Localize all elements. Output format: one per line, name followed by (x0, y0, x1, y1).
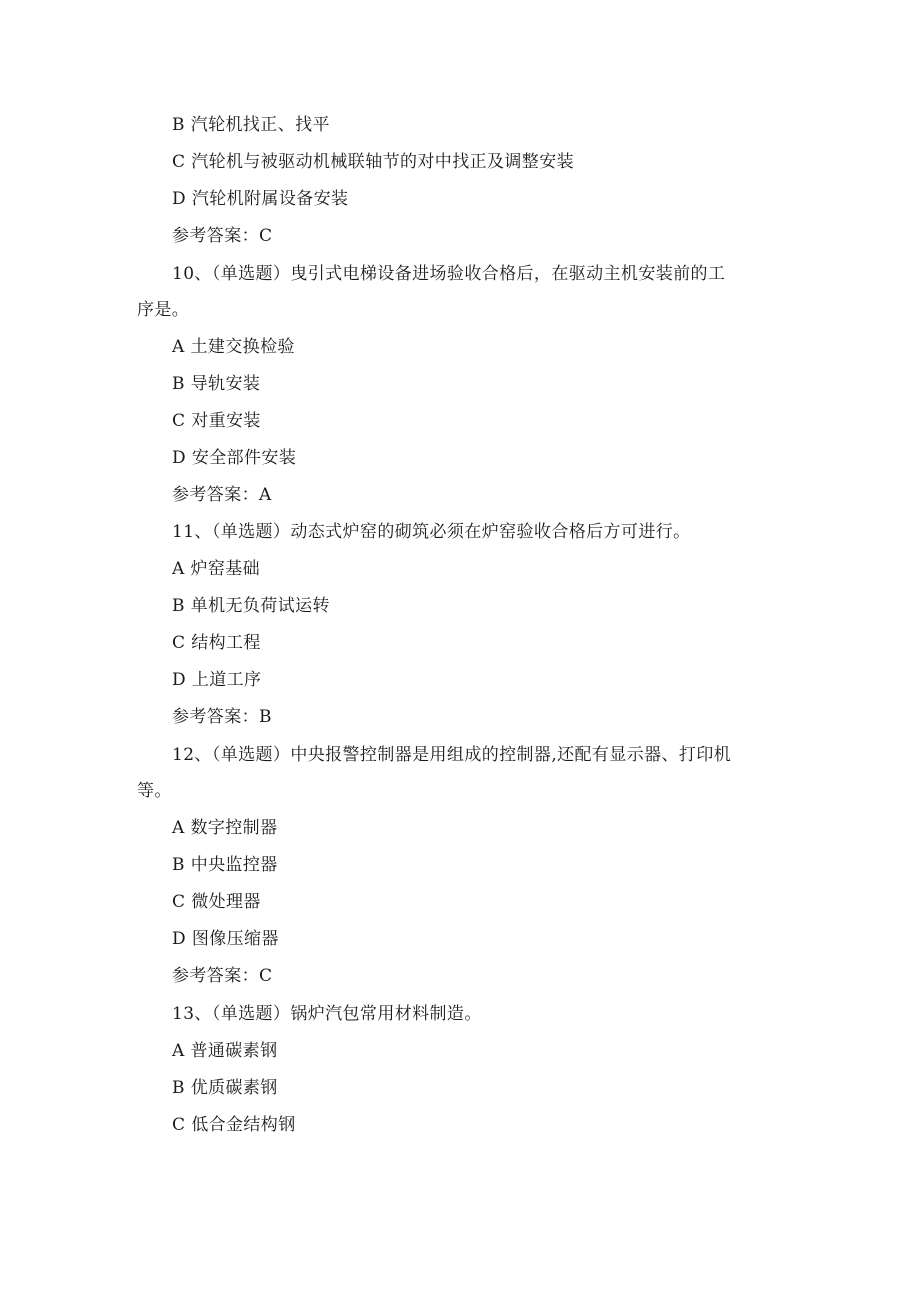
option-a: A 普通碳素钢 (172, 1041, 278, 1061)
answer: 参考答案：A (172, 485, 272, 505)
answer: 参考答案：C (172, 966, 273, 986)
option-b: B 汽轮机找正、找平 (172, 115, 330, 135)
option-d: D 汽轮机附属设备安装 (172, 189, 349, 209)
question-stem: 12、（单选题）中央报警控制器是用组成的控制器,还配有显示器、打印机 (172, 745, 732, 765)
option-b: B 优质碳素钢 (172, 1078, 278, 1098)
option-a: A 土建交换检验 (172, 337, 295, 357)
option-c: C 对重安装 (172, 411, 261, 431)
option-a: A 数字控制器 (172, 818, 278, 838)
option-b: B 中央监控器 (172, 855, 278, 875)
option-b: B 单机无负荷试运转 (172, 596, 330, 616)
option-d: D 安全部件安装 (172, 448, 297, 468)
option-c: C 汽轮机与被驱动机械联轴节的对中找正及调整安装 (172, 152, 575, 172)
option-b: B 导轨安装 (172, 374, 261, 394)
option-a: A 炉窑基础 (172, 559, 261, 579)
answer: 参考答案：C (172, 226, 273, 246)
option-d: D 图像压缩器 (172, 929, 279, 949)
question-stem-continued: 等。 (137, 781, 172, 801)
question-stem: 10、（单选题）曳引式电梯设备进场验收合格后，在驱动主机安装前的工 (172, 264, 726, 284)
question-stem: 11、（单选题）动态式炉窑的砌筑必须在炉窑验收合格后方可进行。 (172, 522, 691, 542)
question-stem-continued: 序是。 (137, 300, 190, 320)
option-c: C 微处理器 (172, 892, 261, 912)
answer: 参考答案：B (172, 707, 272, 727)
question-stem: 13、（单选题）锅炉汽包常用材料制造。 (172, 1004, 482, 1024)
option-d: D 上道工序 (172, 670, 262, 690)
option-c: C 结构工程 (172, 633, 261, 653)
option-c: C 低合金结构钢 (172, 1115, 296, 1135)
